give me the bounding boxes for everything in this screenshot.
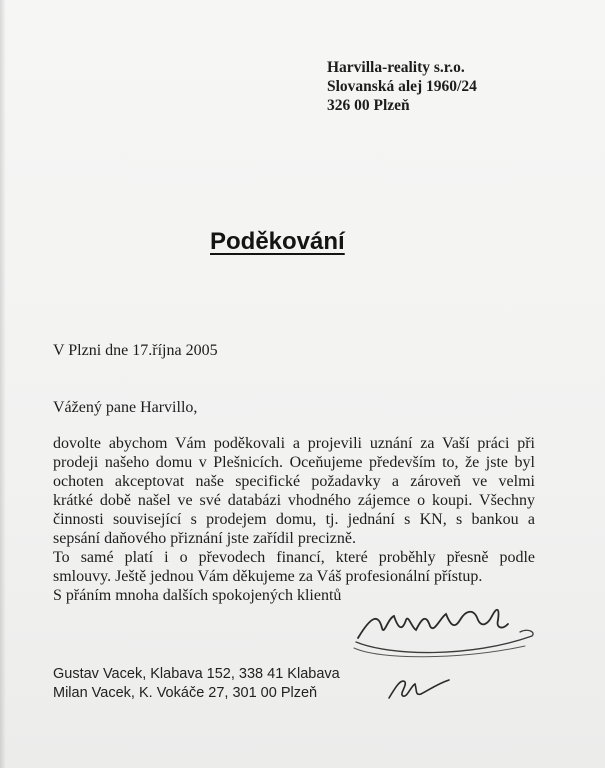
body-line: ochoten akceptovat naše specifické požadavky a zároveň ve velmi [53, 473, 535, 490]
signer-line: Milan Vacek, K. Vokáče 27, 301 00 Plzeň [53, 685, 318, 701]
salutation: Vážený pane Harvillo, [53, 399, 198, 416]
body-line: sepsání daňového přiznání jste zařídil precizně. [53, 530, 356, 547]
body-line: smlouvy. Ještě jednou Vám děkujeme za Váš profesionální přístup. [53, 568, 483, 585]
body-line: krátké době našel ve své databázi vhodného zájemce o koupi. Všechny [53, 492, 535, 509]
body-line: To samé platí i o převodech financí, které proběhly přesně podle [53, 549, 535, 566]
body-line: dovolte abychom Vám poděkovali a projevili uznání za Vaší práci při [53, 435, 535, 452]
signature-milan-vacek [385, 672, 455, 702]
sender-city: 326 00 Plzeň [327, 97, 410, 114]
sender-street: Slovanská alej 1960/24 [327, 78, 477, 95]
signature-gustav-vacek [350, 598, 540, 660]
date-line: V Plzni dne 17.října 2005 [53, 342, 218, 359]
body-line: činnosti související s prodejem domu, tj. jednání s KN, s bankou a [53, 511, 535, 528]
sender-address [327, 58, 477, 115]
signer-line: Gustav Vacek, Klabava 152, 338 41 Klabava [53, 666, 340, 682]
sender-company: Harvilla-reality s.r.o. [327, 59, 465, 76]
signers-block [53, 665, 340, 703]
letter-body [53, 434, 535, 605]
body-line: prodeji našeho domu v Plešnicích. Oceňujeme především to, že jste byl [53, 454, 535, 471]
letter-title: Poděkování [210, 228, 345, 255]
scan-edge-shadow [0, 0, 6, 768]
body-line: S přáním mnoha dalších spokojených klientů [53, 587, 342, 604]
